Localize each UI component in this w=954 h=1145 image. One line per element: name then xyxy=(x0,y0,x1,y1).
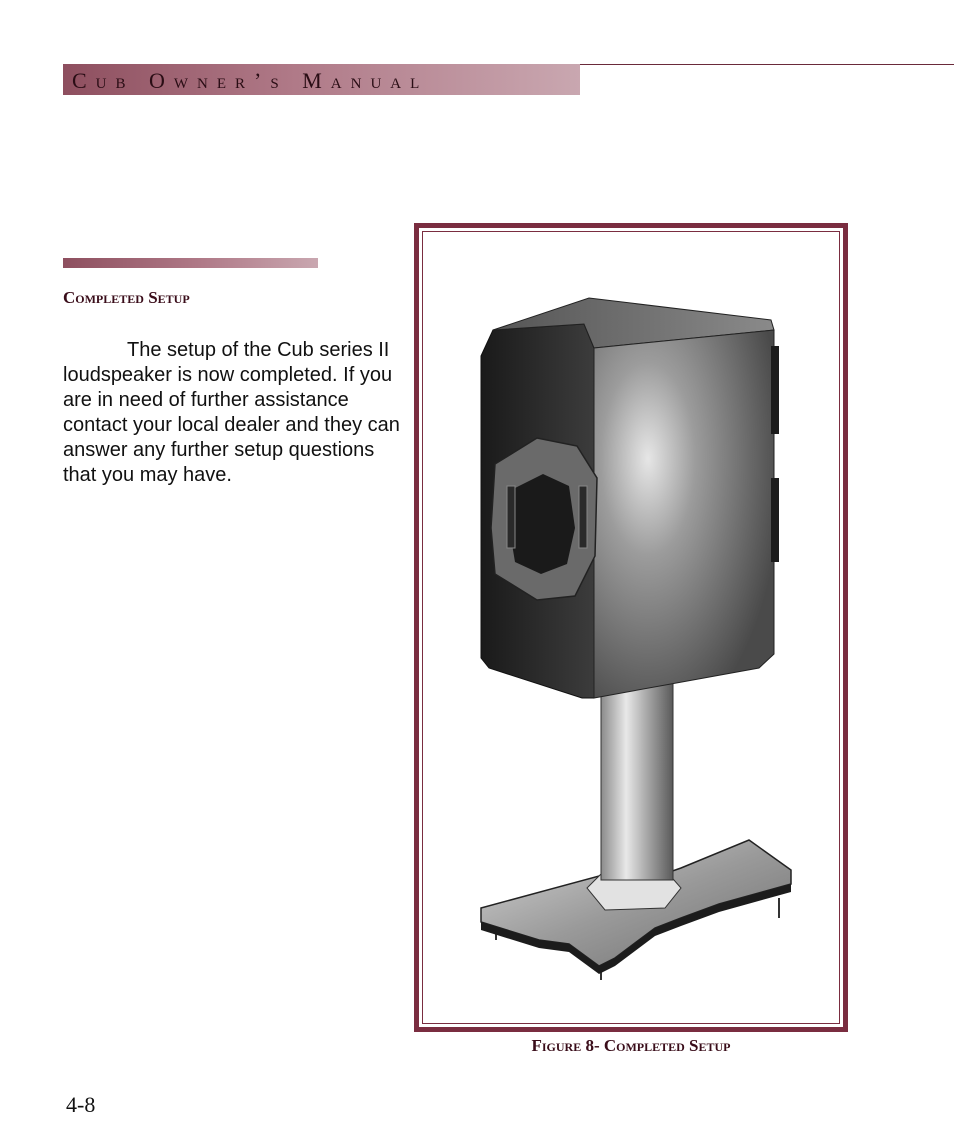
manual-title: Cub Owner’s Manual xyxy=(72,68,429,93)
figure-frame xyxy=(414,223,848,1032)
section-divider-bar xyxy=(63,258,318,268)
section-body-text: The setup of the Cub series II loudspeaker is now completed. If you are in need of further assistance contact your local dealer and they can answer any further setup questions that you may have. xyxy=(63,339,400,486)
speaker-front-panel xyxy=(594,330,774,698)
figure-caption: Figure 8- Completed Setup xyxy=(531,1036,731,1055)
speaker-on-stand-illustration xyxy=(419,228,843,1027)
stand-post xyxy=(601,668,673,880)
speaker-port-right xyxy=(579,486,587,548)
speaker-side-tab-bottom xyxy=(771,478,779,562)
section-heading: Completed Setup xyxy=(63,288,190,307)
speaker-side-tab-top xyxy=(771,346,779,434)
speaker-driver xyxy=(509,474,575,574)
speaker-port-left xyxy=(507,486,515,548)
page-number: 4-8 xyxy=(66,1092,96,1117)
